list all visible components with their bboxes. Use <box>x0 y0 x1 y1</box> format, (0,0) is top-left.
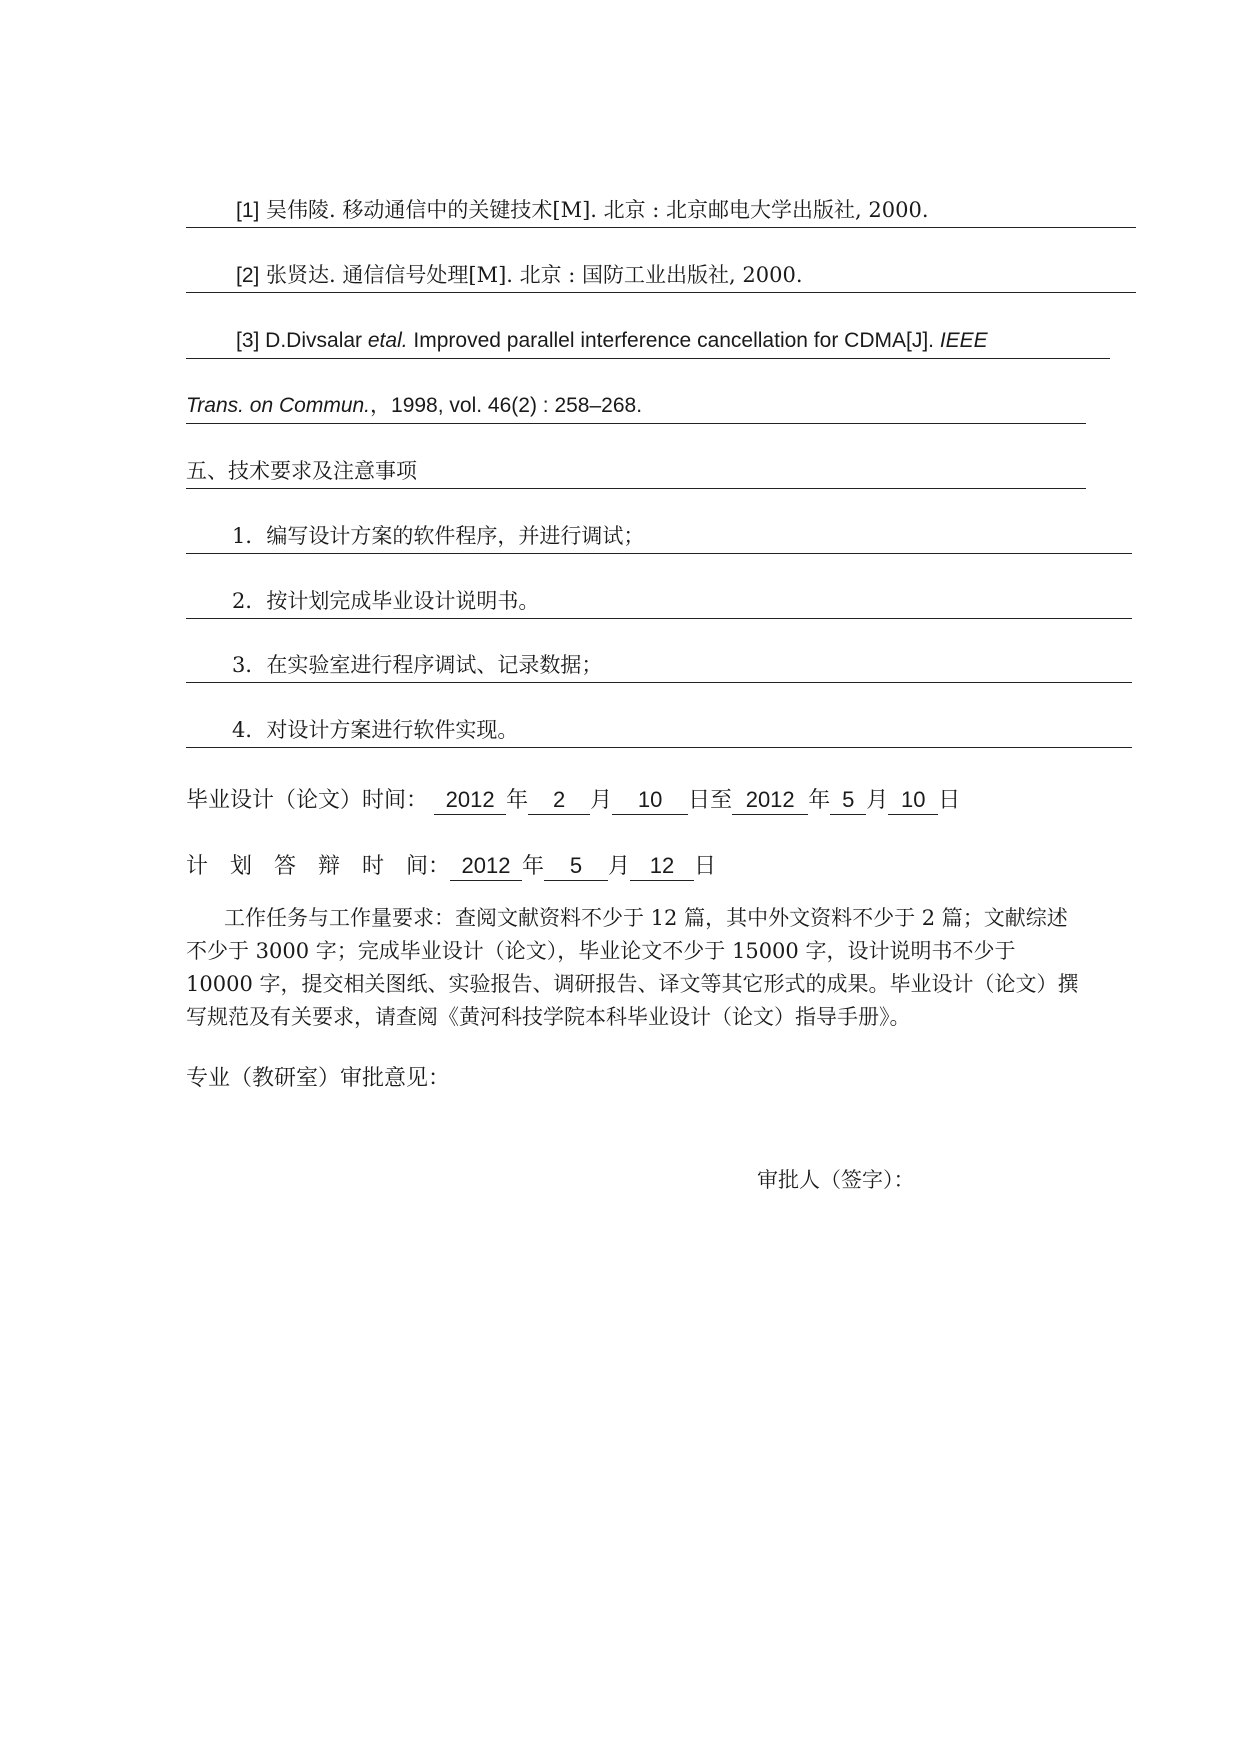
defense-year: 2012 <box>450 852 522 881</box>
design-end-year-unit: 年 <box>808 788 831 813</box>
section-5-item-2: 2．按计划完成毕业设计说明书。 <box>186 584 1132 619</box>
section-5-item-4: 4．对设计方案进行软件实现。 <box>186 713 1132 748</box>
section-5-item-3: 3．在实验室进行程序调试、记录数据； <box>186 648 1132 683</box>
design-end-year: 2012 <box>732 786 808 815</box>
design-start-month-unit: 月 <box>590 788 613 813</box>
design-start-month: 2 <box>528 786 590 815</box>
reference-3-author: [3] D.Divsalar <box>236 329 363 352</box>
section-5-heading: 五、技术要求及注意事项 <box>186 454 1086 489</box>
reference-1-text: 吴伟陵. 移动通信中的关键技术[M]. 北京 : 北京邮电大学出版社, 2000. <box>266 198 929 222</box>
reference-3-title: Improved parallel interference cancellation for CDMA[J]. <box>413 329 934 352</box>
reference-3-details: ，1998, vol. 46(2) : 258–268. <box>370 394 643 417</box>
defense-time-label: 计 划 答 辩 时 间： <box>186 853 451 878</box>
reference-3-line-2 <box>186 389 1086 424</box>
reference-2-text: 张贤达. 通信信号处理[M]. 北京 : 国防工业出版社, 2000. <box>266 263 803 287</box>
requirements-lead: 工作任务与工作量要求： <box>224 906 455 930</box>
reference-1 <box>186 193 1136 228</box>
design-start-year: 2012 <box>434 786 506 815</box>
design-start-day: 10 <box>612 786 688 815</box>
defense-month-unit: 月 <box>608 854 631 879</box>
defense-time-line <box>186 849 716 884</box>
design-start-year-unit: 年 <box>506 788 529 813</box>
reference-3-etal: etal. <box>367 329 408 352</box>
design-end-day: 10 <box>888 786 938 815</box>
reference-3-line-1 <box>186 324 1110 359</box>
design-time-line <box>186 783 960 818</box>
defense-day-unit: 日 <box>694 854 717 879</box>
design-time-label: 毕业设计（论文）时间： <box>186 787 429 812</box>
reference-3-journal: Trans. on Commun. <box>186 394 371 417</box>
design-end-day-unit: 日 <box>938 788 961 813</box>
defense-month: 5 <box>544 852 608 881</box>
defense-day: 12 <box>630 852 694 881</box>
reference-3-journal-start: IEEE <box>939 329 988 352</box>
reference-1-number: [1] <box>236 199 260 222</box>
requirements-body: 查阅文献资料不少于 12 篇，其中外文资料不少于 2 篇；文献综述不少于 3000 字；完成毕业设计（论文），毕业论文不少于 15000 字，设计说明书不少于 10000 字，提交相关图纸、实验报告、调研报告、译文等其它形式的成果。毕业设计（论文）撰写规范及有关要求，请查阅《黄河科技学院本科毕业设计（论文）指导手册》。 <box>186 906 1079 1029</box>
signer-label: 审批人（签字）： <box>757 1168 915 1192</box>
design-end-month: 5 <box>830 786 866 815</box>
design-day-to: 日至 <box>688 788 733 813</box>
reference-2 <box>186 258 1136 293</box>
approval-label: 专业（教研室）审批意见： <box>186 1066 451 1091</box>
section-5-item-1: 1．编写设计方案的软件程序，并进行调试； <box>186 519 1132 554</box>
reference-2-number: [2] <box>236 264 260 287</box>
design-end-month-unit: 月 <box>866 788 889 813</box>
requirements-paragraph <box>186 902 1086 1034</box>
defense-year-unit: 年 <box>522 854 545 879</box>
